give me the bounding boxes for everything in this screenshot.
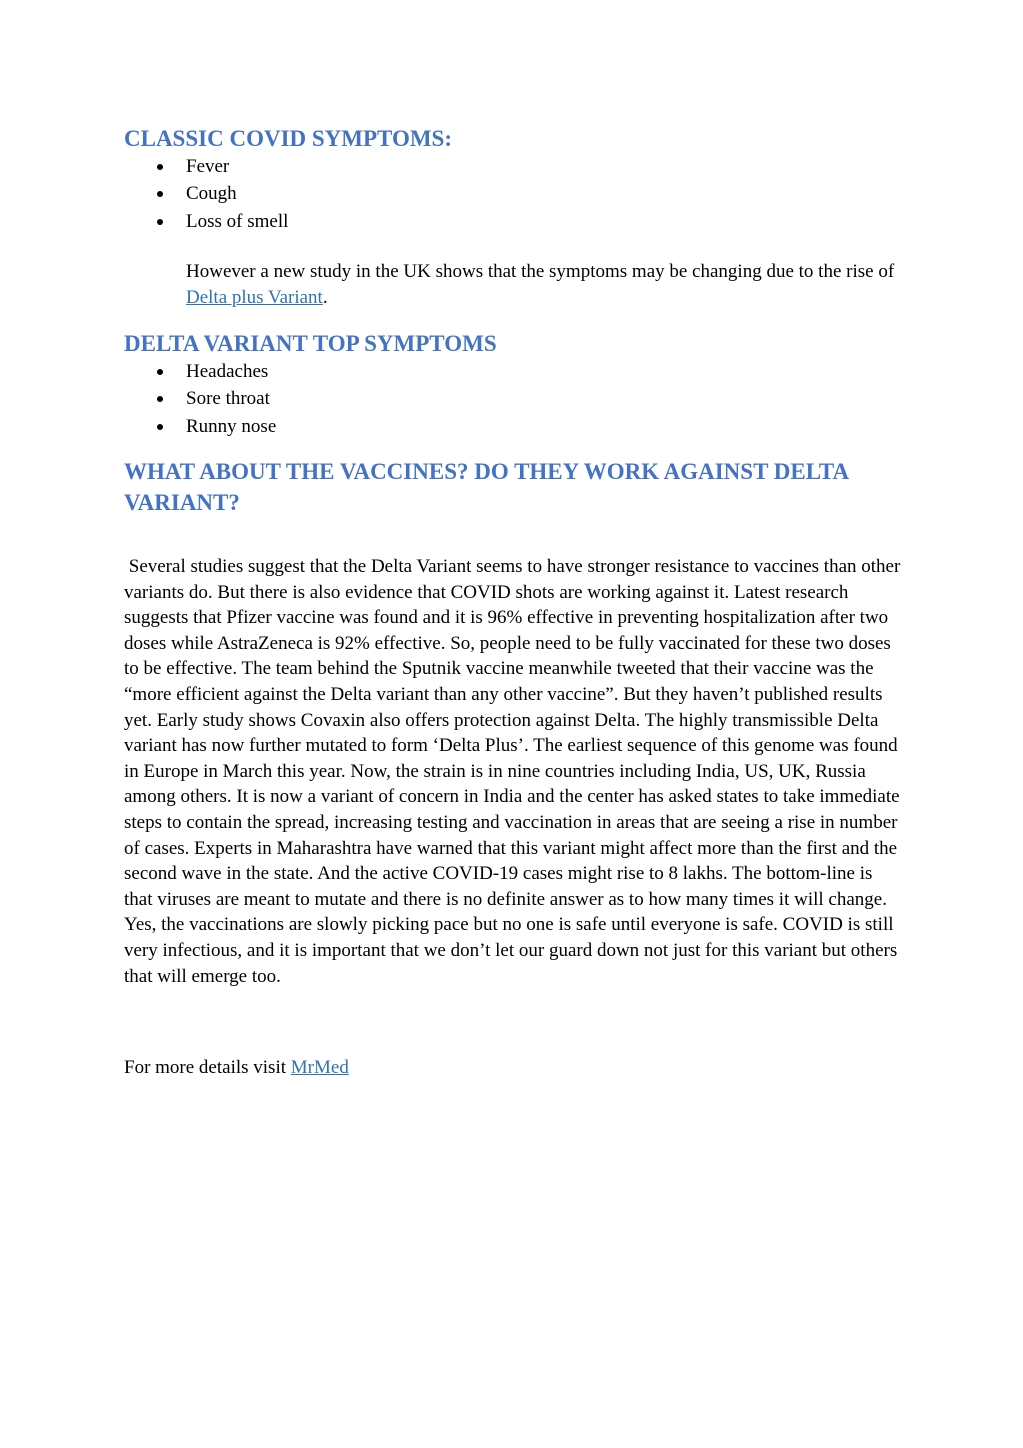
list-item-label: Fever <box>186 156 230 177</box>
list-item <box>155 385 276 412</box>
classic-symptoms-heading: CLASSIC COVID SYMPTOMS: <box>124 126 453 151</box>
bullet-icon <box>157 191 163 197</box>
list-item-label: Cough <box>186 183 237 205</box>
footer-text: For more details visit <box>124 1057 291 1078</box>
footer-note <box>124 1055 904 1081</box>
study-note-period: . <box>322 286 328 308</box>
study-note <box>186 259 906 310</box>
vaccines-heading <box>124 456 849 518</box>
vaccines-heading-line2: VARIANT? <box>124 490 240 515</box>
vaccines-heading-line1: WHAT ABOUT THE VACCINES? DO THEY WORK AGAINST DELTA <box>124 459 850 484</box>
list-item-label: Headaches <box>186 361 269 382</box>
list-item <box>155 413 276 440</box>
delta-symptoms-list <box>155 358 276 440</box>
list-item <box>155 208 288 235</box>
list-item-label: Loss of smell <box>186 210 289 232</box>
list-item <box>155 153 288 180</box>
list-item <box>155 358 276 385</box>
list-item-label: Sore throat <box>186 388 270 410</box>
mrmed-link[interactable]: MrMed <box>290 1057 349 1078</box>
study-note-text: However a new study in the UK shows that the symptoms may be changing due to the rise of <box>186 261 895 282</box>
bullet-icon <box>157 219 163 225</box>
vaccines-body: Several studies suggest that the Delta Variant seems to have stronger resistance to vaccines than other variants do. But there is also evidence that COVID shots are working against it. Latest research suggests that Pfizer vaccine was found and it is 96% effective in preventing hospitalization after two doses while AstraZeneca is 92% effective. So, people need to be fully vaccinated for these two doses to be effective. The team behind the Sputnik vaccine meanwhile tweeted that their vaccine was the “more efficient against the Delta variant than any other vaccine”. But they haven’t published results yet. Early study shows Covaxin also offers protection against Delta. The highly transmissible Delta variant has now further mutated to form ‘Delta Plus’. The earliest sequence of this genome was found in Europe in March this year. Now, the strain is in nine countries including India, US, UK, Russia among others. It is now a variant of concern in India and the center has asked states to take immediate steps to contain the spread, increasing testing and vaccination in areas that are seeing a rise in number of cases. Experts in Maharashtra have warned that this variant might affect more than the first and the second wave in the state. And the active COVID-19 cases might rise to 8 lakhs. The bottom-line is that viruses are meant to mutate and there is no definite answer as to how many times it will change. Yes, the vaccinations are slowly picking pace but no one is safe until everyone is safe. COVID is still very infectious, and it is important that we don’t let our guard down not just for this variant but others that will emerge too. <box>124 556 906 987</box>
bullet-icon <box>157 424 163 430</box>
delta-symptoms-heading: DELTA VARIANT TOP SYMPTOMS <box>124 331 497 356</box>
list-item <box>155 180 288 207</box>
classic-symptoms-list <box>155 153 288 235</box>
bullet-icon <box>157 164 163 170</box>
bullet-icon <box>157 396 163 402</box>
bullet-icon <box>157 369 163 375</box>
delta-plus-variant-link[interactable]: Delta plus Variant <box>186 286 323 308</box>
list-item-label: Runny nose <box>186 415 277 437</box>
